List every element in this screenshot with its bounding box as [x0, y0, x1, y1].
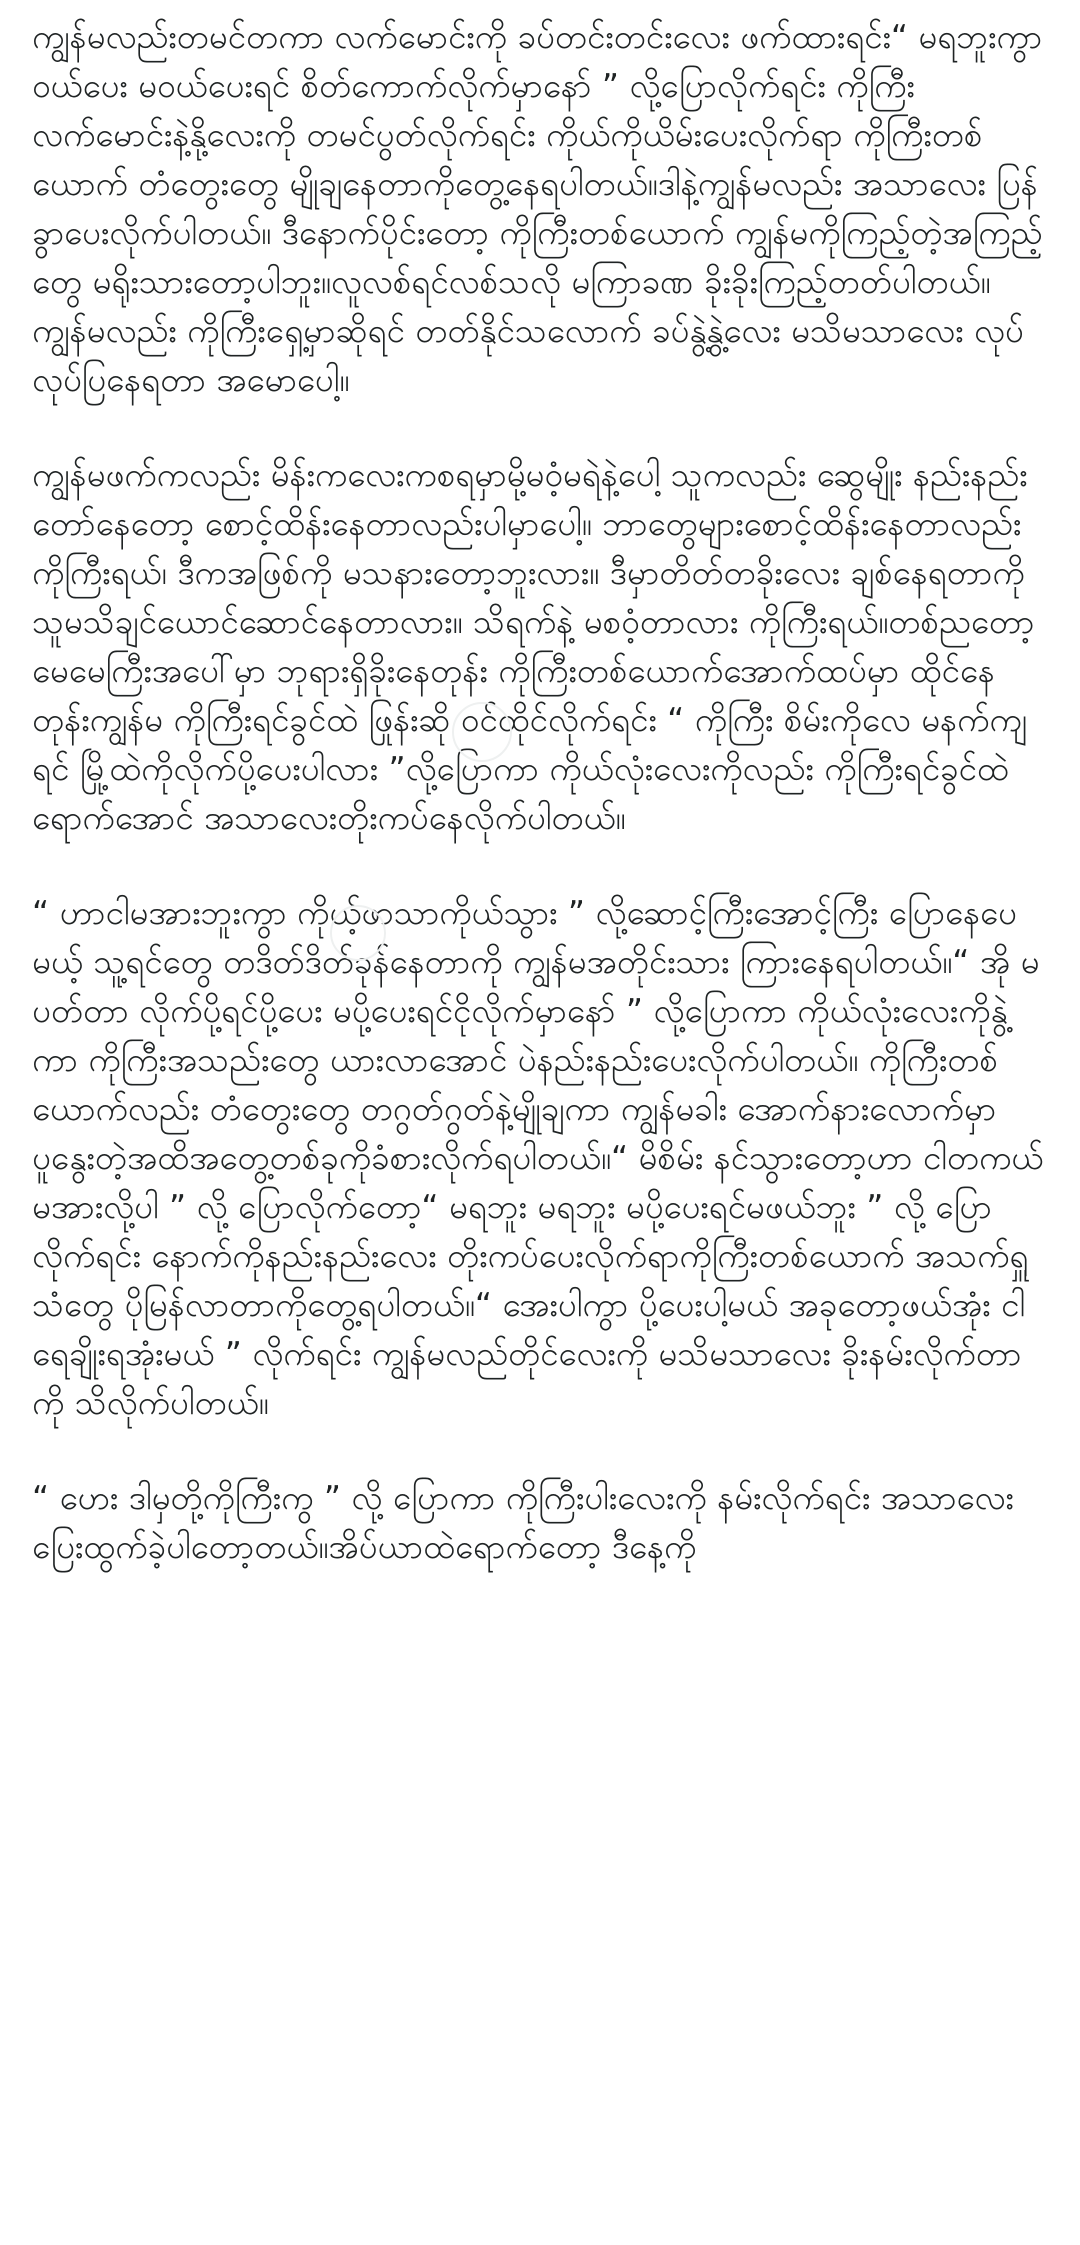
paragraph-3: “ ဟာငါမအားဘူးကွာ ကိုယ့်ဖာသာကိုယ်သွား ” လို့ဆောင့်ကြီးအောင့်ကြီး ပြောနေပေမယ့် သူ့ရင်တွေ တဒိတ်ဒိတ်ခုန်နေတာကို ကျွန်မအတိုင်းသား ကြားနေရပါတယ်။“ အို မပတ်တာ လိုက်ပို့ရင်ပို့ပေး မပို့ပေးရင်ငိုလိုက်မှာနော် ” လို့ပြောကာ ကိုယ်လုံးလေးကိုနွဲ့ကာ ကိုကြီးအသည်းတွေ ယားလာအောင် ပဲနည်းနည်းပေးလိုက်ပါတယ်။ ကိုကြီးတစ်ယောက်လည်း တံတွေးတွေ တဂွတ်ဂွတ်နဲ့မျိုချကာ ကျွန်မခါး အောက်နားလောက်မှာ ပူနွေးတဲ့အထိအတွေ့တစ်ခုကိုခံစားလိုက်ရပါတယ်။“ မိစိမ်း နင်သွားတော့ဟာ ငါတကယ် မအားလို့ပါ ” လို့ ပြောလိုက်တော့“ မရဘူး မရဘူး မပို့ပေးရင်မဖယ်ဘူး ” လို့ ပြောလိုက်ရင်း နောက်ကိုနည်းနည်းလေး တိုးကပ်ပေးလိုက်ရာကိုကြီးတစ်ယောက် အသက်ရှူသံတွေ ပိုမြန်လာတာကိုတွေ့ရပါတယ်။“ အေးပါကွာ ပို့ပေးပါ့မယ် အခုတော့ဖယ်အုံး ငါရေချိုးရအုံးမယ် ” လိုက်ရင်း ကျွန်မလည်တိုင်လေးကို မသိမသာလေး ခိုးနမ်းလိုက်တာကို သိလိုက်ပါတယ်။	[32, 893, 1044, 1422]
paragraph-2: ကျွန်မဖက်ကလည်း မိန်းကလေးကစရမှာမို့မဝံ့မရဲနဲ့ပေါ့ သူကလည်း ဆွေမျိုး နည်းနည်းတော်နေတော့ စောင့်ထိန်းနေတာလည်းပါမှာပေါ့။ ဘာတွေများစောင့်ထိန်းနေတာလည်းကိုကြီးရယ်၊ ဒီကအဖြစ်ကို မသနားတော့ဘူးလား။ ဒီမှာတိတ်တခိုးလေး ချစ်နေရတာကို သူမသိချင်ယောင်ဆောင်နေတာလား။ သိရက်နဲ့ မစဝံ့တာလား ကိုကြီးရယ်။တစ်ညတော့ မေမေကြီးအပေါ်မှာ ဘုရားရှိခိုးနေတုန်း ကိုကြီးတစ်ယောက်အောက်ထပ်မှာ ထိုင်နေတုန်းကျွန်မ ကိုကြီးရင်ခွင်ထဲ ဖြုန်းဆို ဝင်ထိုင်လိုက်ရင်း “ ကိုကြီး စိမ်းကိုလေ မနက်ကျရင် မြို့ထဲကိုလိုက်ပို့ပေးပါလား ”လို့ပြောကာ ကိုယ်လုံးလေးကိုလည်း ကိုကြီးရင်ခွင်ထဲ ရောက်အောင် အသာလေးတိုးကပ်နေလိုက်ပါတယ်။	[32, 455, 1035, 837]
paragraph-4: “ ဟေး ဒါမှတို့ကိုကြီးကွ ” လို့ ပြောကာ ကိုကြီးပါးလေးကို နမ်းလိုက်ရင်း အသာလေးပြေးထွက်ခဲ့ပါတော့တယ်။အိပ်ယာထဲရောက်တော့ ဒီနေ့ကို	[32, 1478, 1014, 1566]
paragraph-1: ကျွန်မလည်းတမင်တကာ လက်မောင်းကို ခပ်တင်းတင်းလေး ဖက်ထားရင်း“ မရဘူးကွာ ဝယ်ပေး မဝယ်ပေးရင် စိတ်ကောက်လိုက်မှာနော် ” လို့ပြောလိုက်ရင်း ကိုကြီးလက်မောင်းနဲ့နို့လေးကို တမင်ပွတ်လိုက်ရင်း ကိုယ်ကိုယိမ်းပေးလိုက်ရာ ကိုကြီးတစ်ယောက် တံတွေးတွေ မျိုချနေတာကိုတွေ့နေရပါတယ်။ဒါနဲ့ကျွန်မလည်း အသာလေး ပြန်ခွာပေးလိုက်ပါတယ်။ ဒီနောက်ပိုင်းတော့ ကိုကြီးတစ်ယောက် ကျွန်မကိုကြည့်တဲ့အကြည့်တွေ မရိုးသားတော့ပါဘူး။လူလစ်ရင်လစ်သလို မကြာခဏ ခိုးခိုးကြည့်တတ်ပါတယ်။ ကျွန်မလည်း ကိုကြီးရှေ့မှာဆိုရင် တတ်နိုင်သလောက် ခပ်နွဲ့နွဲ့လေး မသိမသာလေး လုပ်လုပ်ပြနေရတာ အမောပေါ့။	[32, 17, 1043, 399]
